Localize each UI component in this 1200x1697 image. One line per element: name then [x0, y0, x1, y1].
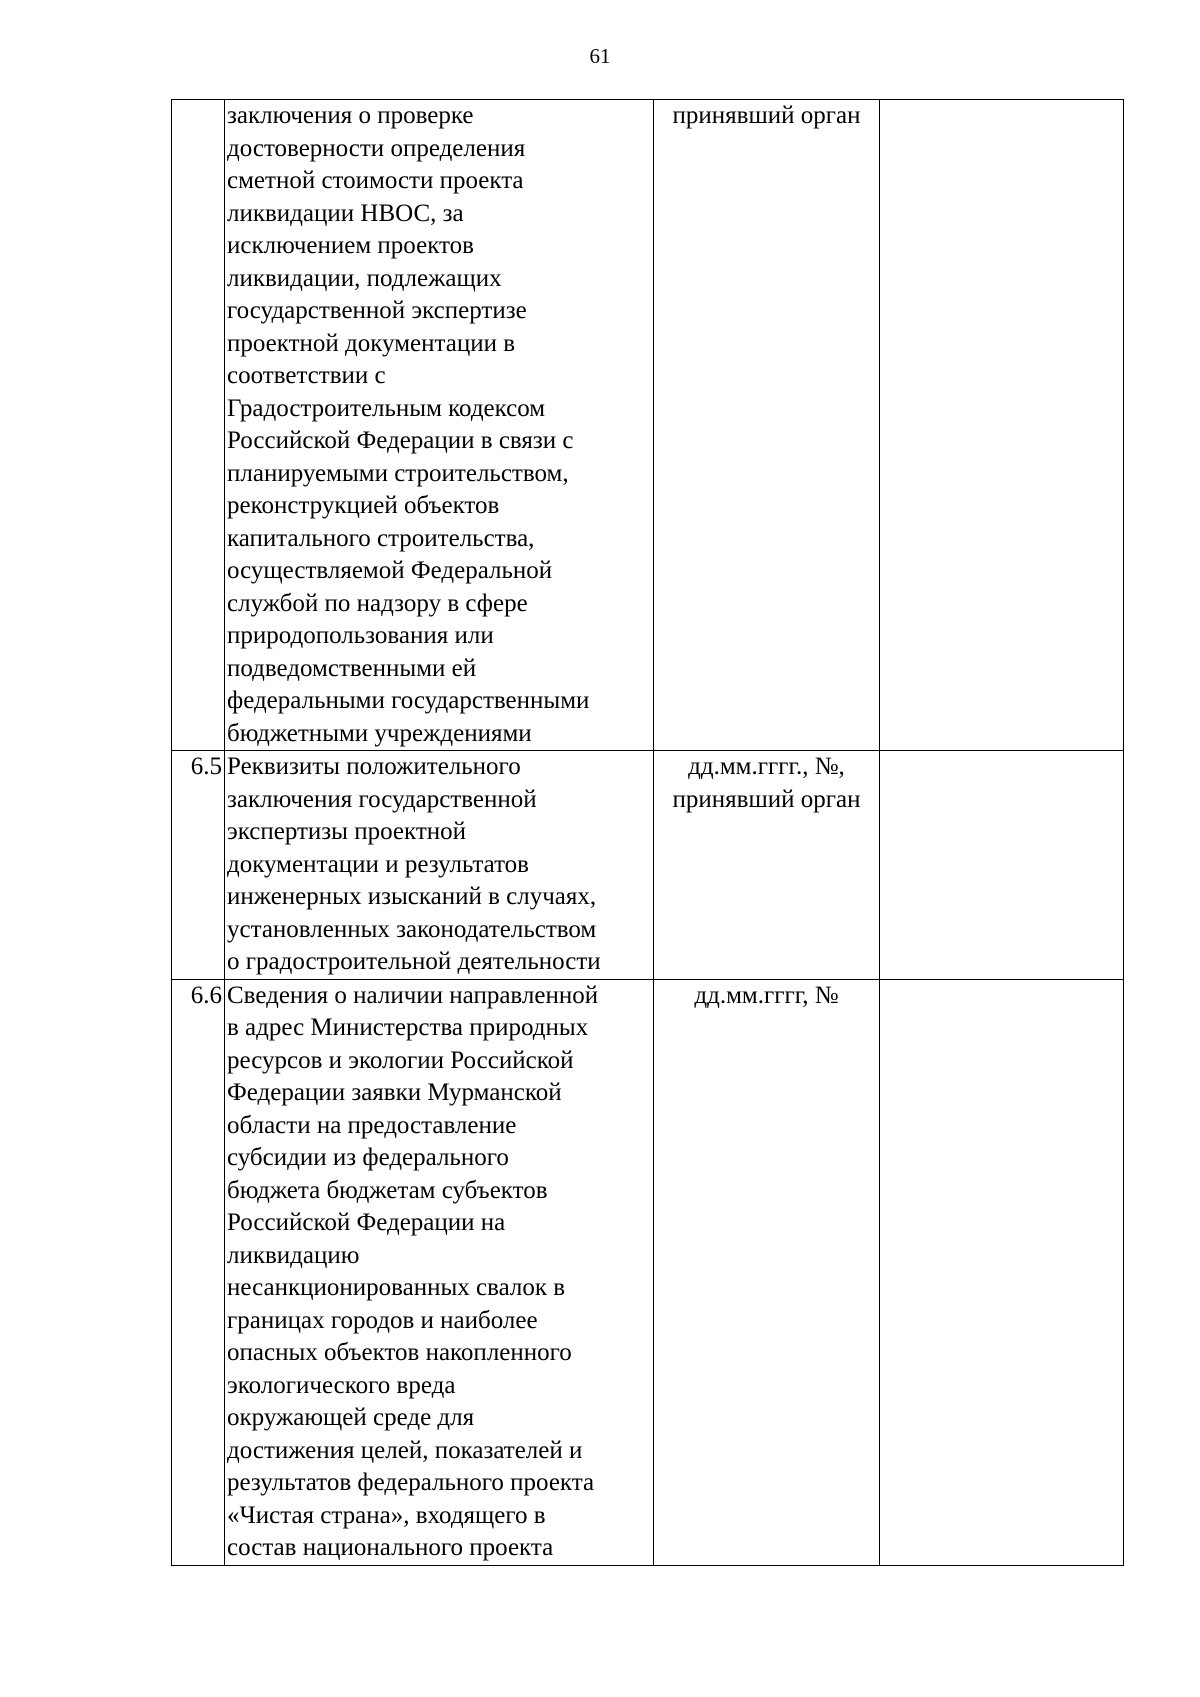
description-line: документации и результатов: [227, 850, 529, 878]
description-line: несанкционированных свалок в: [227, 1274, 566, 1301]
description-line: Федерации заявки Мурманской: [227, 1079, 562, 1106]
description-line: соответствии с: [227, 362, 386, 389]
description-line: достоверности определения: [227, 134, 526, 162]
description-line: исключением проектов: [227, 232, 474, 259]
description-line: области на предоставление: [227, 1111, 517, 1139]
description-line: капитального строительства,: [227, 524, 535, 552]
description-line: реконструкцией объектов: [227, 492, 500, 519]
description-line: проектной документации в: [227, 329, 516, 357]
description-line: «Чистая страна», входящего в: [227, 1501, 546, 1529]
requirements-table: [171, 99, 1124, 1566]
description-line: в адрес Министерства природных: [227, 1014, 589, 1041]
description-line: ликвидацию: [227, 1241, 360, 1269]
description-line: государственной экспертизе: [227, 297, 527, 324]
format-line: принявший орган: [672, 785, 861, 813]
description-line: экологического вреда: [227, 1371, 456, 1399]
format-cell: [654, 979, 880, 1565]
description-line: ликвидации, подлежащих: [227, 264, 502, 292]
format-cell: [654, 100, 880, 751]
format-line: дд.мм.гггг, №: [694, 981, 839, 1009]
description-line: планируемыми строительством,: [227, 459, 569, 487]
format-line: принявший орган: [672, 102, 861, 129]
description-line: Российской Федерации на: [227, 1209, 506, 1236]
table-row: [172, 751, 1124, 980]
description-line: ресурсов и экологии Российской: [227, 1046, 574, 1074]
description-line: опасных объектов накопленного: [227, 1339, 572, 1366]
row-number: 6.6: [190, 981, 222, 1009]
table-body: [172, 100, 1124, 1566]
description-line: сметной стоимости проекта: [227, 167, 524, 194]
description-line: окружающей среде для: [227, 1404, 475, 1431]
row-number: 6.5: [190, 753, 222, 780]
description-cell: [225, 751, 654, 980]
description-line: заключения государственной: [227, 785, 537, 813]
description-line: установленных законодательством: [227, 915, 597, 943]
description-line: Российской Федерации в связи с: [227, 427, 574, 454]
description-line: федеральными государственными: [227, 687, 590, 714]
table-row: [172, 100, 1124, 751]
value-cell: [880, 751, 1124, 980]
description-line: Реквизиты положительного: [227, 753, 521, 780]
description-cell: [225, 979, 654, 1565]
row-number-cell: [172, 100, 225, 751]
description-line: состав национального проекта: [227, 1534, 554, 1561]
description-line: бюджетными учреждениями: [227, 719, 532, 747]
value-cell: [880, 100, 1124, 751]
description-line: экспертизы проектной: [227, 818, 467, 845]
description-line: бюджета бюджетам субъектов: [227, 1176, 548, 1204]
description-line: заключения о проверке: [227, 102, 474, 129]
page-number: 61: [589, 44, 611, 68]
description-line: о градостроительной деятельности: [227, 948, 601, 975]
description-line: природопользования или: [227, 622, 494, 649]
description-line: Сведения о наличии направленной: [227, 981, 599, 1009]
description-line: границах городов и наиболее: [227, 1306, 538, 1334]
description-line: службой по надзору в сфере: [227, 589, 528, 617]
description-line: осуществляемой Федеральной: [227, 557, 553, 584]
description-cell: [225, 100, 654, 751]
format-line: дд.мм.гггг., №,: [688, 753, 845, 780]
description-line: инженерных изысканий в случаях,: [227, 883, 597, 910]
table-row: [172, 979, 1124, 1565]
description-line: ликвидации НВОС, за: [227, 199, 464, 227]
description-line: Градостроительным кодексом: [227, 394, 546, 422]
value-cell: [880, 979, 1124, 1565]
description-line: результатов федерального проекта: [227, 1469, 595, 1496]
row-number-cell: [172, 751, 225, 980]
format-cell: [654, 751, 880, 980]
description-line: субсидии из федерального: [227, 1144, 509, 1171]
description-line: подведомственными ей: [227, 654, 477, 682]
description-line: достижения целей, показателей и: [227, 1436, 583, 1464]
row-number-cell: [172, 979, 225, 1565]
